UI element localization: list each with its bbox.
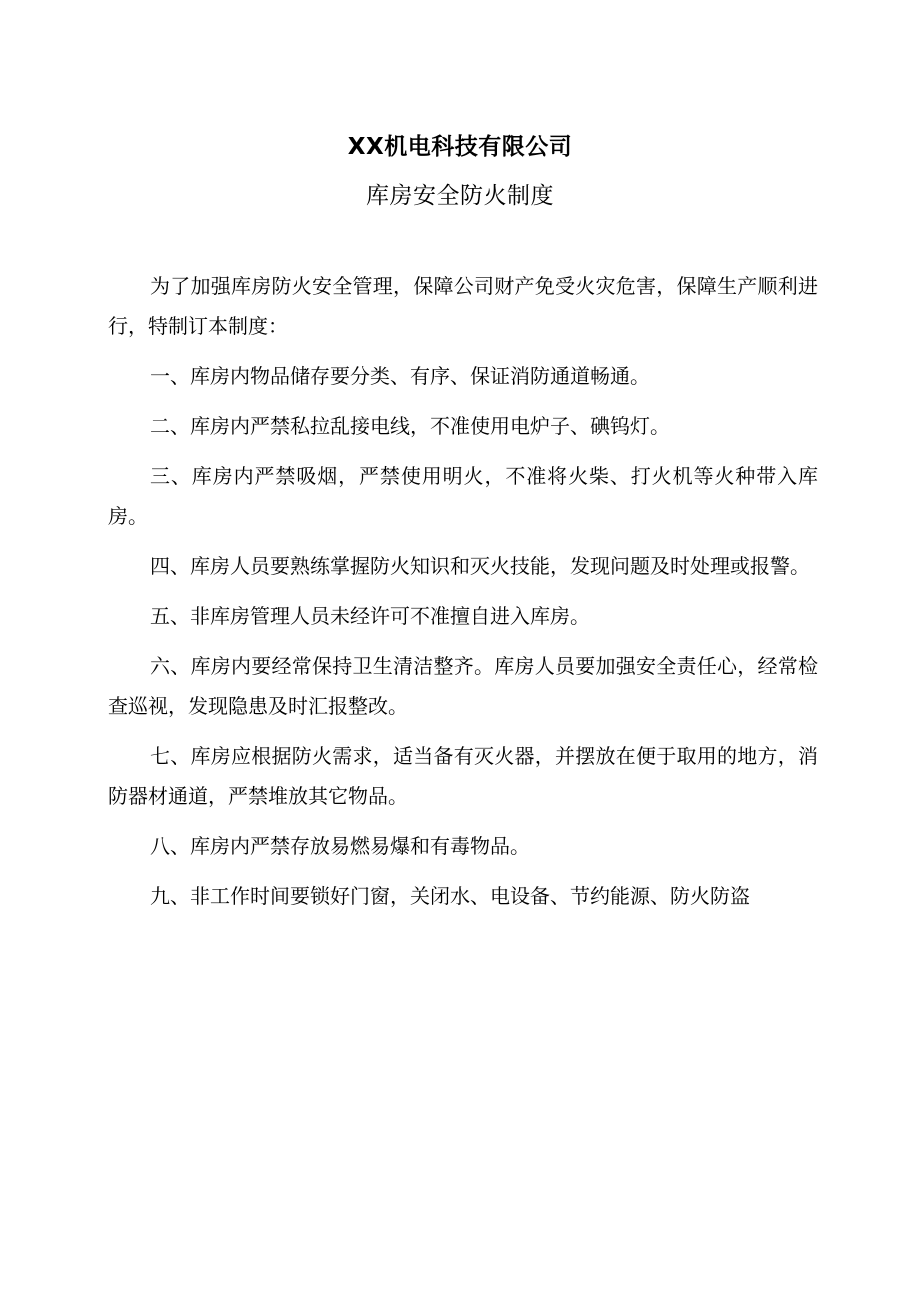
- rule-7: 七、库房应根据防火需求，适当备有灭火器，并摆放在便于取用的地方，消防器材通道，严禁堆放其它物品。: [108, 744, 818, 808]
- rule-9: 九、非工作时间要锁好门窗，关闭水、电设备、节约能源、防火防盗: [150, 884, 750, 908]
- rule-3: 三、库房内严禁吸烟，严禁使用明火，不准将火柴、打火机等火种带入库房。: [108, 464, 818, 528]
- intro-paragraph: 为了加强库房防火安全管理，保障公司财产免受火灾危害，保障生产顺利进行，特制订本制度：: [108, 274, 818, 338]
- rule-6: 六、库房内要经常保持卫生清洁整齐。库房人员要加强安全责任心，经常检查巡视，发现隐患及时汇报整改。: [108, 654, 818, 718]
- rule-2: 二、库房内严禁私拉乱接电线，不准使用电炉子、碘钨灯。: [150, 414, 670, 438]
- rule-8: 八、库房内严禁存放易燃易爆和有毒物品。: [150, 834, 530, 858]
- company-name: XX机电科技有限公司: [347, 134, 573, 160]
- document-title: 库房安全防火制度: [366, 183, 554, 209]
- rule-4: 四、库房人员要熟练掌握防火知识和灭火技能，发现问题及时处理或报警。: [150, 554, 810, 578]
- rule-5: 五、非库房管理人员未经许可不准擅自进入库房。: [150, 604, 590, 628]
- document-body: [108, 266, 818, 926]
- rule-1: 一、库房内物品储存要分类、有序、保证消防通道畅通。: [150, 364, 650, 388]
